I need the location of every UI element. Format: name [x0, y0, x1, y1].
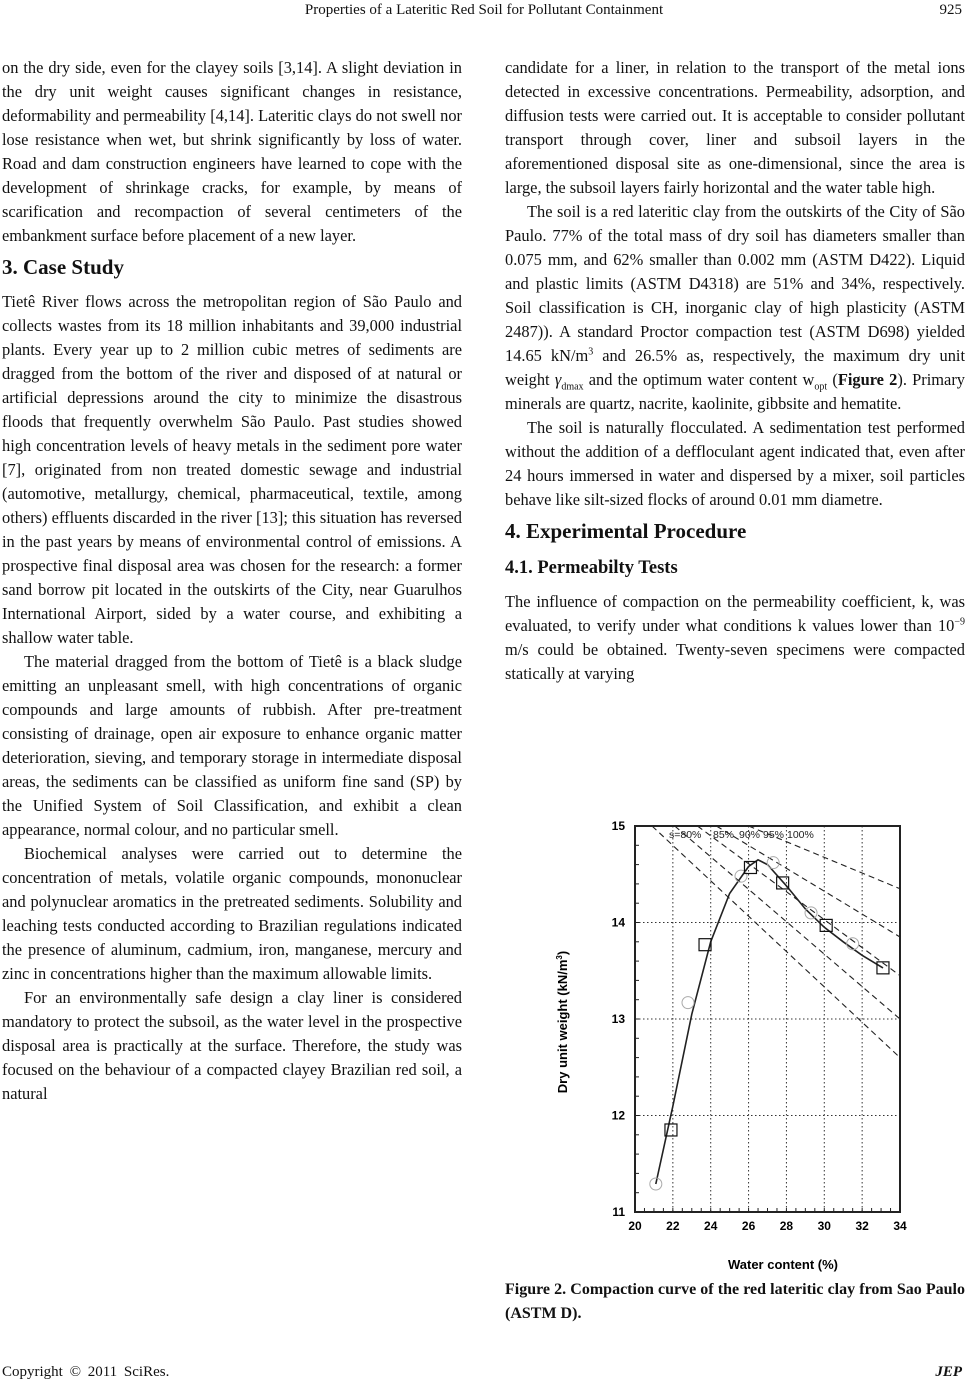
running-header [0, 0, 968, 24]
subscript: dmax [561, 381, 584, 393]
right-column [505, 56, 965, 686]
page-number: 925 [939, 2, 962, 18]
y-axis-label: Dry unit weight $(kN/m^3)$ [555, 950, 570, 1094]
paragraph: Biochemical analyses were carried out to determine the concentration of metals, volatile organic compounds, mononuclear and polynuclear aromatics in the pretreated sediments. Solubility and leaching tests conducted according to Brazilian regulations indicated the presence of aluminum, cadmium, iron, manganese, mercury and zinc in concentrations higher than the maximum allowable limits. [2, 844, 462, 983]
svg-text:20: 20 [628, 1219, 642, 1233]
section-heading: 3. Case Study [2, 255, 124, 279]
compaction-curve [656, 860, 883, 1184]
svg-text:95%: 95% [763, 829, 785, 841]
svg-text:100%: 100% [787, 829, 814, 841]
x-axis-label: Water content (%) [727, 1257, 839, 1272]
paragraph: The soil is naturally flocculated. A sedimentation test performed without the addition of a deffloculant agent indicated that, even after 24 hours immersed in water and dispersed by a mixer, soil particles behave like silt-sized flocks of around 0.01 mm diametre. [505, 418, 965, 509]
svg-text:85%: 85% [713, 829, 735, 841]
section-heading: 4. Experimental Procedure [505, 519, 747, 543]
superscript: 3 [588, 346, 594, 358]
text-run: The influence of compaction on the permeability coefficient, k, was evaluated, to verify under what conditions k values lower than 10 [505, 592, 965, 635]
gamma-symbol: γ [554, 370, 562, 389]
svg-text:13: 13 [611, 1012, 625, 1026]
subsection-heading: 4.1. Permeabilty Tests [505, 558, 678, 578]
running-title: Properties of a Lateritic Red Soil for Pollutant Containment [304, 2, 664, 18]
superscript: −9 [954, 616, 965, 628]
figure-2-compaction-chart [505, 812, 965, 1282]
paragraph: candidate for a liner, in relation to the transport of the metal ions detected in excessive concentrations. Permeability, adsorption, and diffusion tests were carried out. It is acceptable to consider pollutant transport through cover, liner and subsoil layers in the aforementioned disposal site as one-dimensional, since the area is large, the subsoil layers fairly horizontal and the water table high. [505, 58, 965, 197]
svg-text:90%: 90% [739, 829, 761, 841]
paragraph: For an environmentally safe design a clay liner is considered mandatory to protect the subsoil, as the water level in the prospective disposal area is practically at the surface. Therefore, the study was focused on the behaviour of a compacted clayey Brazilian red soil, a natural [2, 988, 462, 1103]
subscript: opt [814, 381, 828, 393]
copyright-notice: Copyright © 2011 SciRes. [2, 1364, 170, 1380]
paragraph [505, 590, 965, 686]
svg-text:14: 14 [611, 915, 625, 930]
paragraph: on the dry side, even for the clayey soils [3,14]. A slight deviation in the dry unit weight causes significant changes in resistance, deformability and permeability [4,14]. Lateritic clays do not swell nor lose resistance when wet, but shrink significantly by loss of water. Road and dam construction engineers have learned to cope with the development of shrinkage cracks, for example, by means of scarification and recompaction of several centimeters of the embankment surface before placement of a new layer. [2, 58, 462, 245]
svg-text:32: 32 [855, 1219, 869, 1233]
svg-text:22: 22 [666, 1219, 680, 1233]
chart-grid [635, 826, 900, 1212]
circle-markers [650, 857, 859, 1190]
left-column [2, 56, 462, 1106]
svg-text:34: 34 [893, 1219, 907, 1233]
paragraph: The material dragged from the bottom of Tietê is a black sludge emitting an unpleasant smell, with high concentrations of organic compounds and large amounts of rubbish. After pre-treatment consisting of drainage, open air exposure to enhance organic matter deterioration, sieving, and temporary storage in intermediate disposal areas, the sediments can be classified as uniform fine sand (SP) by the Unified System of Soil Classification, and exhibit a clean appearance, normal colour, and no particular smell. [2, 652, 462, 839]
svg-text:12: 12 [611, 1108, 625, 1123]
paragraph [505, 200, 965, 416]
text-run: and 26.5% as, respectively, the maximum dry unit weight [505, 346, 966, 389]
journal-abbrev: JEP [935, 1364, 962, 1380]
saturation-labels [669, 829, 814, 841]
square-markers [665, 861, 889, 1135]
tick-labels [612, 819, 907, 1233]
text-run: ( [827, 370, 838, 389]
paragraph: Tietê River flows across the metropolitan region of São Paulo and collects wastes from its 18 million inhabitants and 39,000 industrial plants. Every year up to 2 million cubic metres of sediments are dragged from the bottom of the river and disposed of at natural or artificial depressions around the city to minimize the disastrous floods that frequently overwhelm São Paulo. Past studies showed high concentration levels of heavy metals in the sediment pore water [7], originated from non treated domestic sewage and industrial (automotive, metallurgy, chemical, pharmaceutical, textile, among others) effluents discarded in the river [13]; this situation has reversed in the past years by means of environmental control of emissions. A prospective final disposal area was chosen for the research: a former sand borrow pit located in the outskirts of the City, near Guarulhos International Airport, sided by a water course, and exhibiting a shallow water table. [2, 292, 462, 647]
text-run: The soil is a red lateritic clay from the outskirts of the City of São Paulo. 77% of the total mass of dry soil has diameters smaller than 0.075 mm, and 62% smaller than 0.002 mm (ASTM D422). Liquid and plastic limits (ASTM D4318) are 51% and 34%, respectively. Soil classification is CH, inorganic clay of high plasticity (ASTM 2487)). A standard Proctor compaction test (ASTM D698) yielded 14.65 kN/m [505, 202, 965, 365]
chart-svg [505, 812, 965, 1282]
svg-text:15: 15 [611, 819, 625, 833]
svg-text:s=80%: s=80% [669, 829, 702, 841]
text-run: m/s could be obtained. Twenty-seven specimens were compacted statically at varying [505, 640, 965, 683]
svg-text:11: 11 [612, 1205, 625, 1219]
svg-text:26: 26 [741, 1219, 756, 1233]
figure-reference-link[interactable]: Figure 2 [837, 370, 898, 389]
text-run: ). Primary minerals are quartz, nacrite, kaolinite, gibbsite and hematite. [505, 370, 965, 413]
svg-text:30: 30 [817, 1219, 831, 1233]
figure-caption: Figure 2. Compaction curve of the red lateritic clay from Sao Paulo (ASTM D). [505, 1281, 965, 1322]
svg-text:24: 24 [704, 1219, 718, 1233]
text-run: and the optimum water content w [583, 370, 815, 389]
svg-text:28: 28 [779, 1219, 794, 1233]
